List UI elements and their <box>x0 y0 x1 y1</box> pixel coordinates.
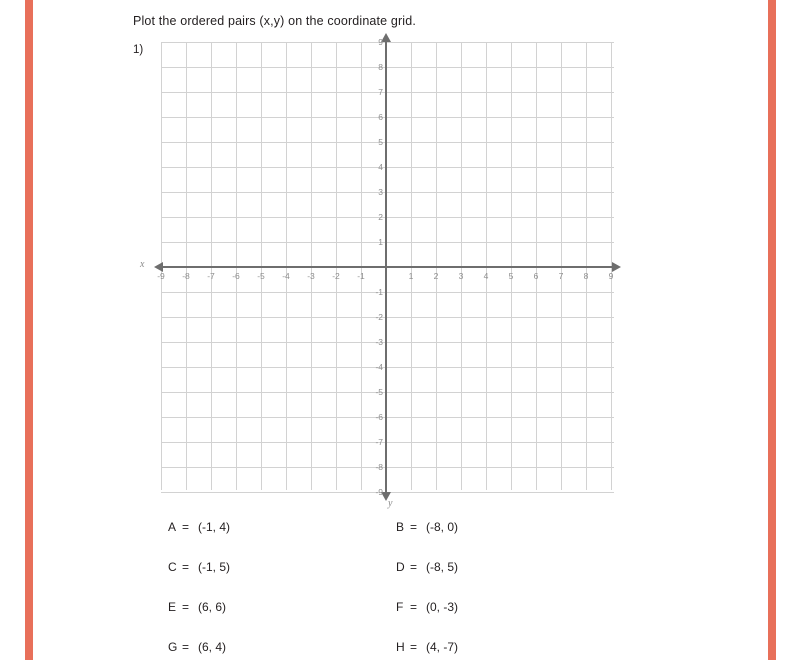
x-axis-tick-label: 2 <box>433 271 439 281</box>
y-axis-tick-label: -1 <box>375 287 383 297</box>
x-axis-tick-label: -4 <box>282 271 290 281</box>
gridline-horizontal <box>161 317 614 318</box>
answer-ordered-pair: (0, -3) <box>426 600 459 614</box>
right-margin-rule <box>768 0 776 660</box>
coordinate-grid <box>140 37 619 512</box>
gridline-horizontal <box>161 467 614 468</box>
y-axis-tick-label: 7 <box>378 87 383 97</box>
gridline-horizontal <box>161 367 614 368</box>
y-axis-tick-label: -3 <box>375 337 383 347</box>
y-axis-tick-label: -8 <box>375 462 383 472</box>
answer-point-label: D <box>396 560 405 574</box>
answer-ordered-pair: (-1, 5) <box>198 560 231 574</box>
equals-sign: = <box>410 640 418 654</box>
x-axis-tick-label: 7 <box>558 271 564 281</box>
gridline-horizontal <box>161 92 614 93</box>
x-axis-tick-label: 9 <box>608 271 614 281</box>
y-axis-tick-label: 9 <box>378 37 383 47</box>
equals-sign: = <box>410 520 418 534</box>
answer-entry-g <box>168 640 226 654</box>
gridline-horizontal <box>161 442 614 443</box>
answer-ordered-pair: (6, 4) <box>198 640 227 654</box>
problem-number: 1) <box>133 44 144 56</box>
answer-point-label: E <box>168 600 177 614</box>
answer-entry-a <box>168 520 230 534</box>
x-axis-tick-label: -7 <box>207 271 215 281</box>
x-axis-tick-label: 1 <box>408 271 414 281</box>
answer-point-label: G <box>168 640 178 654</box>
gridline-horizontal <box>161 417 614 418</box>
x-axis-line <box>163 266 613 268</box>
x-axis-tick-label: -1 <box>357 271 365 281</box>
gridline-horizontal <box>161 392 614 393</box>
y-axis-tick-label: -4 <box>375 362 383 372</box>
answer-ordered-pair: (4, -7) <box>426 640 459 654</box>
answer-point-label: A <box>168 520 177 534</box>
y-axis-tick-label: 2 <box>378 212 383 222</box>
y-axis-tick-label: 1 <box>378 237 383 247</box>
gridline-horizontal <box>161 292 614 293</box>
y-axis-label: y <box>388 498 393 509</box>
x-axis-tick-label: 8 <box>583 271 589 281</box>
answer-ordered-pair: (-1, 4) <box>198 520 231 534</box>
y-axis-tick-label: -7 <box>375 437 383 447</box>
equals-sign: = <box>410 600 418 614</box>
gridline-horizontal <box>161 342 614 343</box>
equals-sign: = <box>182 600 190 614</box>
x-axis-tick-label: -5 <box>257 271 265 281</box>
y-axis-tick-label: -9 <box>375 487 383 497</box>
gridline-horizontal <box>161 142 614 143</box>
answer-point-label: F <box>396 600 404 614</box>
equals-sign: = <box>182 560 190 574</box>
gridline-horizontal <box>161 67 614 68</box>
x-axis-tick-label: -3 <box>307 271 315 281</box>
instruction-text: Plot the ordered pairs (x,y) on the coordinate grid. <box>133 14 416 28</box>
answer-entry-b <box>396 520 458 534</box>
gridline-horizontal <box>161 242 614 243</box>
answer-point-label: H <box>396 640 405 654</box>
y-axis-line <box>385 42 387 492</box>
y-axis-tick-label: 6 <box>378 112 383 122</box>
answer-entry-f <box>396 600 458 614</box>
equals-sign: = <box>182 640 190 654</box>
x-axis-tick-label: -9 <box>157 271 165 281</box>
y-axis-tick-label: -6 <box>375 412 383 422</box>
answer-ordered-pair: (6, 6) <box>198 600 227 614</box>
answer-entry-d <box>396 560 458 574</box>
y-axis-tick-label: 3 <box>378 187 383 197</box>
answer-ordered-pair: (-8, 0) <box>426 520 459 534</box>
answer-entry-h <box>396 640 458 654</box>
gridline-horizontal <box>161 217 614 218</box>
x-axis-arrow-right <box>612 262 621 272</box>
x-axis-arrow-left <box>154 262 163 272</box>
equals-sign: = <box>410 560 418 574</box>
gridline-horizontal <box>161 42 614 43</box>
gridline-horizontal <box>161 192 614 193</box>
answer-entry-c <box>168 560 230 574</box>
gridline-horizontal <box>161 167 614 168</box>
x-axis-tick-label: -6 <box>232 271 240 281</box>
y-axis-tick-label: -5 <box>375 387 383 397</box>
x-axis-tick-label: 6 <box>533 271 539 281</box>
x-axis-tick-label: -2 <box>332 271 340 281</box>
answer-ordered-pair: (-8, 5) <box>426 560 459 574</box>
left-margin-rule <box>25 0 33 660</box>
x-axis-tick-label: 4 <box>483 271 489 281</box>
x-axis-tick-label: 5 <box>508 271 514 281</box>
y-axis-tick-label: -2 <box>375 312 383 322</box>
gridline-horizontal <box>161 117 614 118</box>
equals-sign: = <box>182 520 190 534</box>
x-axis-tick-label: -8 <box>182 271 190 281</box>
x-axis-tick-label: 3 <box>458 271 464 281</box>
answer-point-label: C <box>168 560 177 574</box>
y-axis-tick-label: 8 <box>378 62 383 72</box>
answer-point-label: B <box>396 520 405 534</box>
x-axis-label: x <box>140 259 145 270</box>
y-axis-tick-label: 5 <box>378 137 383 147</box>
y-axis-tick-label: 4 <box>378 162 383 172</box>
answer-entry-e <box>168 600 226 614</box>
